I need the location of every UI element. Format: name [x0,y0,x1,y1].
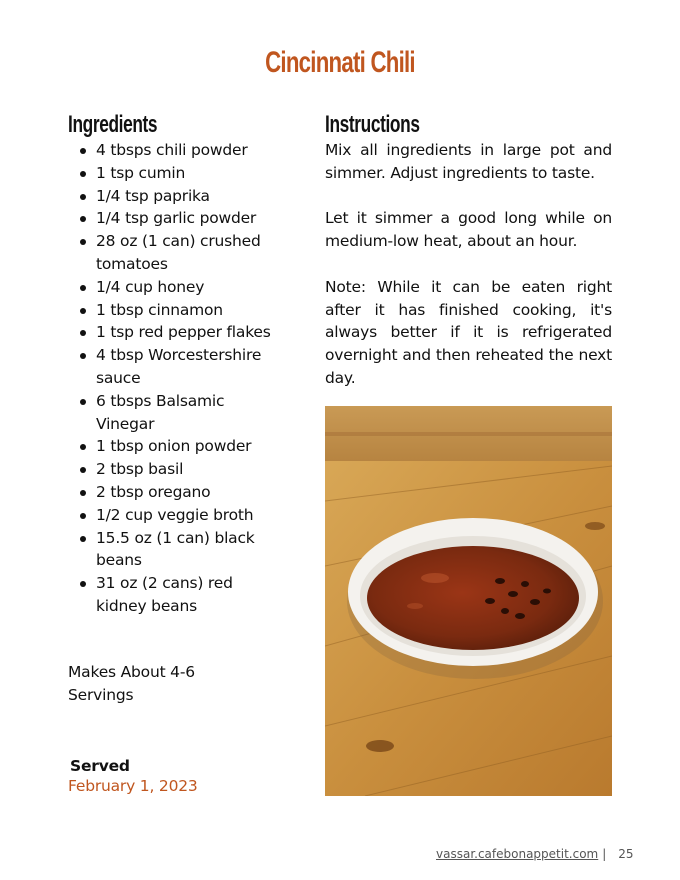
footer-separator: | [602,847,607,861]
list-item: 1/4 tsp garlic powder [78,207,278,230]
instruction-paragraph: Mix all ingredients in large pot and simmer. Adjust ingredients to taste. [325,141,612,182]
instructions-body [325,139,612,413]
list-item: 28 oz (1 can) crushed tomatoes [78,230,278,276]
list-item: 1 tsp red pepper flakes [78,321,278,344]
list-item: 1/2 cup veggie broth [78,504,278,527]
list-item: 1/4 cup honey [78,276,278,299]
served-date: February 1, 2023 [68,777,198,795]
servings-note: Makes About 4-6 Servings [68,663,195,704]
instruction-paragraph: Note: While it can be eaten right after it has finished cooking, it's always better if it is refrigerated overnight and then reheated the next day. [325,277,612,387]
page-number: 25 [618,847,634,861]
instruction-paragraph: Let it simmer a good long while on medium-low heat, about an hour. [325,209,612,251]
list-item: 15.5 oz (1 can) black beans [78,527,278,573]
footer-link[interactable]: vassar.cafebonappetit.com [436,847,599,861]
list-item: 4 tbsps chili powder [78,139,278,162]
list-item: 1/4 tsp paprika [78,185,278,208]
instructions-heading: Instructions [325,111,420,138]
list-item: 1 tbsp cinnamon [78,299,278,322]
list-item: 1 tsp cumin [78,162,278,185]
list-item: 4 tbsp Worcestershire sauce [78,344,278,390]
list-item: 2 tbsp oregano [78,481,278,504]
served-label: Served [70,757,130,775]
ingredients-heading: Ingredients [68,111,158,138]
page-title: Cincinnati Chili [265,46,415,79]
list-item: 2 tbsp basil [78,458,278,481]
list-item: 6 tbsps Balsamic Vinegar [78,390,278,436]
list-item: 31 oz (2 cans) red kidney beans [78,572,278,618]
page-footer [436,847,634,861]
chili-bowl-photo [325,406,612,796]
list-item: 1 tbsp onion powder [78,435,278,458]
ingredients-list [78,139,278,618]
